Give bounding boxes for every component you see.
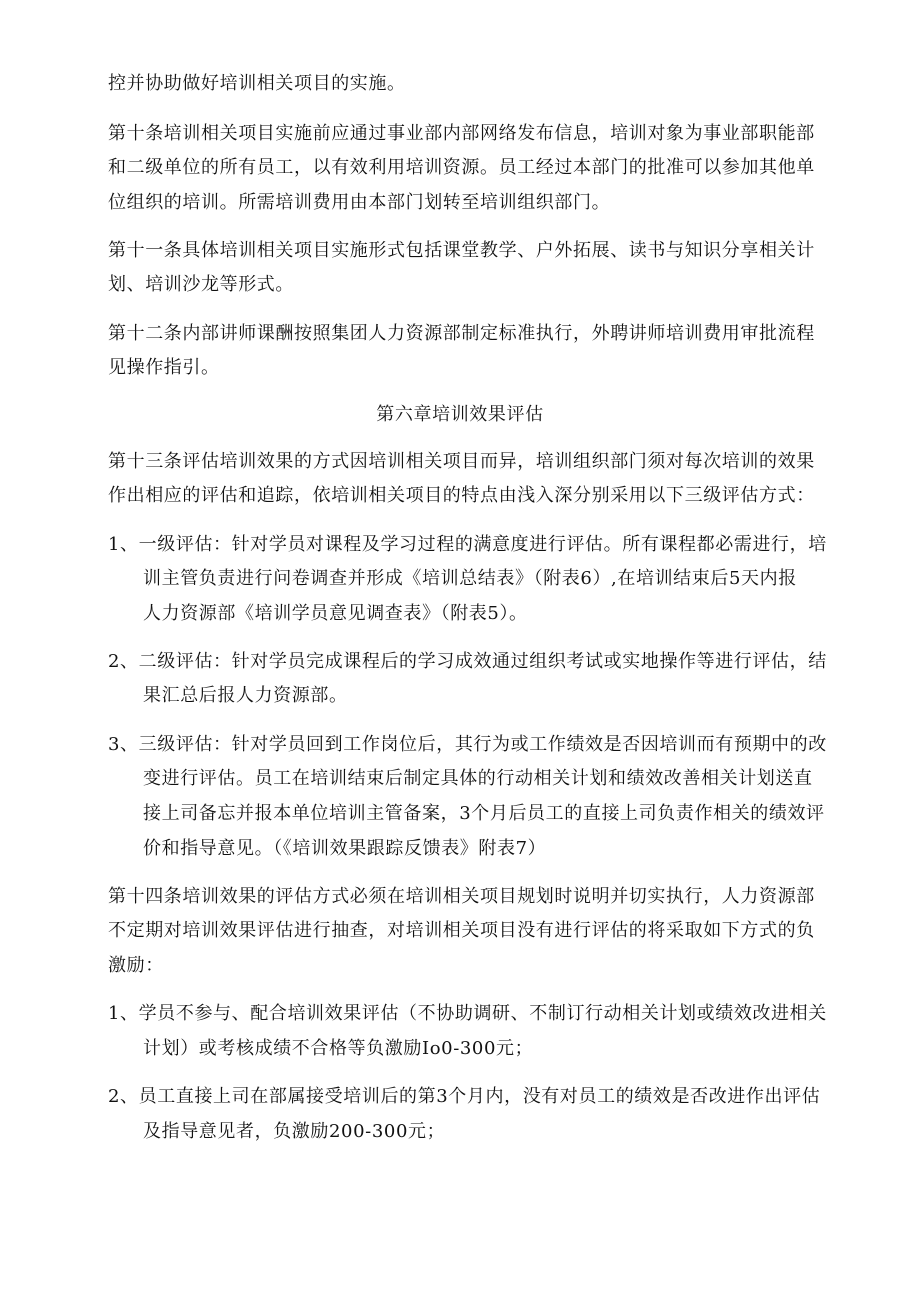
article-12-line: 第十二条内部讲师课酬按照集团人力资源部制定标准执行，外聘讲师培训费用审批流程 (108, 323, 815, 344)
chapter-heading: 第六章培训效果评估 (376, 404, 544, 425)
article-10-line: 和二级单位的所有员工，以有效利用培训资源。员工经过本部门的批准可以参加其他单 (108, 157, 815, 178)
penalty-item-1-cont: 计划）或考核成绩不合格等负激励Io0-300元； (143, 1038, 534, 1059)
article-13-line: 作出相应的评估和追踪，依培训相关项目的特点由浅入深分别采用以下三级评估方式： (108, 485, 815, 506)
list-item-level-2-cont: 果汇总后报人力资源部。 (143, 685, 348, 706)
paragraph-line: 控并协助做好培训相关项目的实施。 (108, 73, 406, 94)
penalty-item-2-cont: 及指导意见者，负激励200-300元； (143, 1121, 446, 1142)
article-11-line: 划、培训沙龙等形式。 (108, 274, 294, 295)
penalty-item-2: 2、员工直接上司在部属接受培训后的第3个月内，没有对员工的绩效是否改进作出评估 (108, 1086, 821, 1107)
list-item-level-1-cont: 训主管负责进行问卷调查并形成《培训总结表》（附表6）,在培训结束后5天内报 (143, 568, 797, 589)
article-13-line: 第十三条评估培训效果的方式因培训相关项目而异，培训组织部门须对每次培训的效果 (108, 451, 815, 472)
list-item-level-1: 1、一级评估：针对学员对课程及学习过程的满意度进行评估。所有课程都必需进行，培 (108, 534, 827, 555)
list-item-level-2: 2、二级评估：针对学员完成课程后的学习成效通过组织考试或实地操作等进行评估，结 (108, 651, 827, 672)
article-14-line: 不定期对培训效果评估进行抽查，对培训相关项目没有进行评估的将采取如下方式的负 (108, 920, 815, 941)
article-10-line: 位组织的培训。所需培训费用由本部门划转至培训组织部门。 (108, 192, 611, 213)
article-14-line: 激励： (108, 955, 164, 976)
list-item-level-3-cont: 变进行评估。员工在培训结束后制定具体的行动相关计划和绩效改善相关计划送直 (143, 768, 813, 789)
list-item-level-3: 3、三级评估：针对学员回到工作岗位后，其行为或工作绩效是否因培训而有预期中的改 (108, 734, 827, 755)
list-item-level-3-cont: 价和指导意见。（《培训效果跟踪反馈表》附表7） (143, 838, 547, 859)
article-14-line: 第十四条培训效果的评估方式必须在培训相关项目规划时说明并切实执行，人力资源部 (108, 886, 815, 907)
list-item-level-3-cont: 接上司备忘并报本单位培训主管备案，3个月后员工的直接上司负责作相关的绩效评 (143, 803, 825, 824)
list-item-level-1-cont: 人力资源部《培训学员意见调查表》（附表5）。 (143, 603, 528, 624)
article-10-line: 第十条培训相关项目实施前应通过事业部内部网络发布信息，培训对象为事业部职能部 (108, 123, 815, 144)
article-11-line: 第十一条具体培训相关项目实施形式包括课堂教学、户外拓展、读书与知识分享相关计 (108, 240, 815, 261)
article-12-line: 见操作指引。 (108, 357, 220, 378)
penalty-item-1: 1、学员不参与、配合培训效果评估（不协助调研、不制订行动相关计划或绩效改进相关 (108, 1003, 827, 1024)
